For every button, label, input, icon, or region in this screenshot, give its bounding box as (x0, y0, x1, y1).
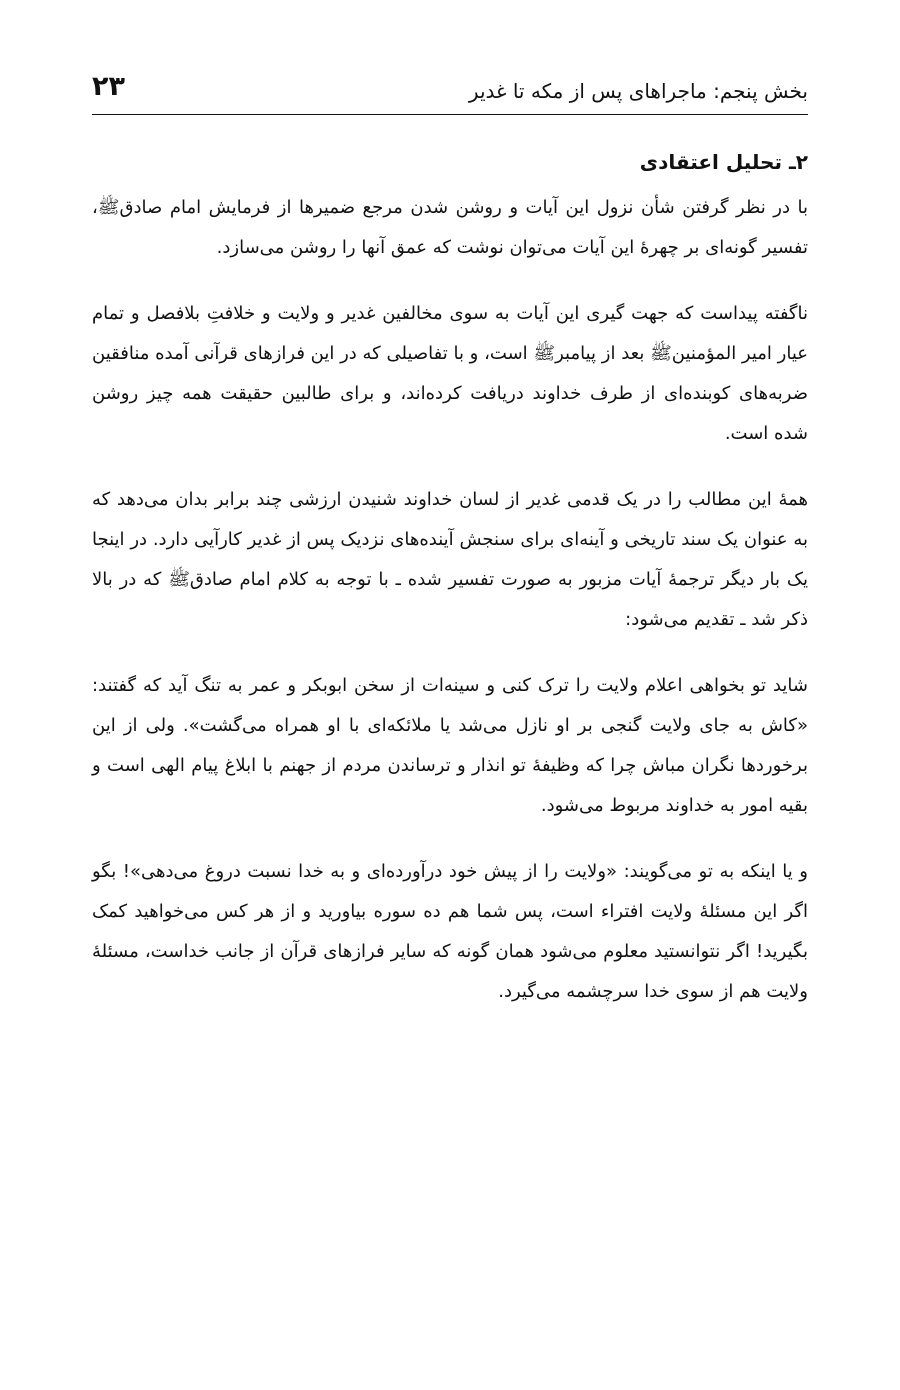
paragraph-5: و یا اینکه به تو می‌گویند: «ولایت را از پیش خود درآورده‌ای و به خدا نسبت دروغ می‌دهی»! بگو اگر این مسئلۀ ولایت افتراء است، پس شما هم ده سوره بیاورید و از هر کس می‌خواهید کمک بگیرید! اگر نتوانستید معلوم می‌شود همان گونه که سایر فرازهای قرآن از جانب خداست، مسئلۀ ولایت هم از سوی خدا سرچشمه می‌گیرد. (92, 861, 808, 1002)
page-number: ۲۳ (92, 71, 125, 102)
book-page (92, 0, 808, 1390)
paragraph-4: شاید تو بخواهی اعلام ولایت را ترک کنی و سینه‌ات از سخن ابوبکر و عمر به تنگ آید که گفتند: «کاش به جای ولایت گنجی بر او نازل می‌شد یا ملائکه‌ای با او همراه می‌گشت». ولی از این برخوردها نگران مباش چرا که وظیفۀ تو انذار و ترساندن مردم از جهنم با ابلاغ پیام الهی است و بقیه امور به خداوند مربوط می‌شود. (92, 675, 808, 816)
paragraph-3: همۀ این مطالب را در یک قدمی غدیر از لسان خداوند شنیدن ارزشی چند برابر بدان می‌دهد که به عنوان یک سند تاریخی و آینه‌ای برای سنجش آینده‌های نزدیک پس از غدیر کارآیی دارد. در اینجا یک بار دیگر ترجمۀ آیات مزبور به صورت تفسیر شده ـ با توجه به کلام امام صادقﷺ که در بالا ذکر شد ـ تقدیم می‌شود: (92, 489, 808, 630)
body-text (92, 188, 808, 1038)
section-heading: ۲ـ تحلیل اعتقادی (639, 150, 808, 174)
chapter-title: بخش پنجم: ماجراهای پس از مکه تا غدیر (468, 79, 808, 103)
running-header (92, 68, 808, 115)
paragraph-2: ناگفته پیداست که جهت گیری این آیات به سوی مخالفین غدیر و ولایت و خلافتِ بلافصل و تمام عیار امیر المؤمنینﷺ بعد از پیامبرﷺ است، و با تفاصیلی که در این فرازهای قرآنی آمده منافقین ضربه‌های کوبنده‌ای از طرف خداوند دریافت کرده‌اند، و برای طالبین حقیقت همه چیز روشن شده است. (92, 303, 808, 444)
paragraph-1: با در نظر گرفتن شأن نزول این آیات و روشن شدن مرجع ضمیرها از فرمایش امام صادقﷺ، تفسیر گونه‌ای بر چهرۀ این آیات می‌توان نوشت که عمق آنها را روشن می‌سازد. (92, 197, 808, 258)
